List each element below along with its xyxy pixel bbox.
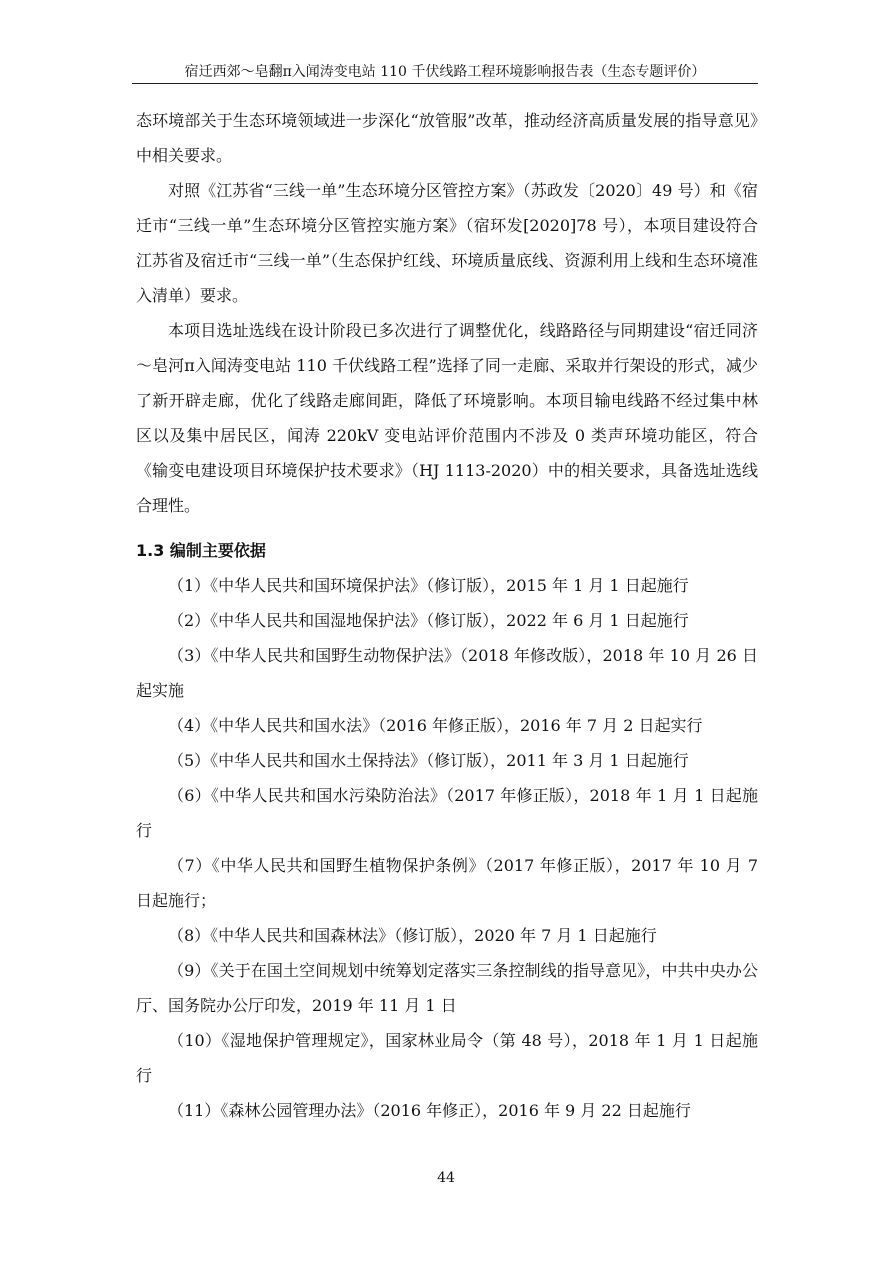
list-item: （11）《森林公园管理办法》（2016 年修正），2016 年 9 月 22 日起施行 [168,1101,691,1120]
section-heading: 1.3 编制主要依据 [136,541,266,560]
list-item: （3）《中华人民共和国野生动物保护法》（2018 年修改版），2018 年 10 月 26 日起实施 [136,646,758,700]
list-item: （5）《中华人民共和国水土保持法》（修订版），2011 年 3 月 1 日起施行 [168,751,689,770]
list-item: （4）《中华人民共和国水法》（2016 年修正版），2016 年 7 月 2 日起实行 [168,716,703,735]
paragraph-route-selection: 本项目选址选线在设计阶段已多次进行了调整优化，线路路径与同期建设“宿迁同济～皂河π入闻涛变电站 110 千伏线路工程”选择了同一走廊、采取并行架设的形式，减少了新开辟走廊，优化了线路走廊间距，降低了环境影响。本项目输电线路不经过集中林区以及集中居民区，闻涛 220kV 变电站评价范围内不涉及 0 类声环境功能区，符合《输变电建设项目环境保护技术要求》（HJ 1113-2020）中的相关要求，具备选址选线合理性。 [136,321,758,515]
list-item: （7）《中华人民共和国野生植物保护条例》（2017 年修正版），2017 年 10 月 7 日起施行； [136,856,758,910]
page-number: 44 [437,1170,455,1186]
running-header: 宿迁西郊～皂翻π入闻涛变电站 110 千伏线路工程环境影响报告表（生态专题评价） [184,64,706,80]
list-item: （9）《关于在国土空间规划中统筹划定落实三条控制线的指导意见》，中共中央办公厅、国务院办公厅印发，2019 年 11 月 1 日 [136,961,758,1015]
list-item: （10）《湿地保护管理规定》，国家林业局令（第 48 号），2018 年 1 月 1 日起施行 [136,1031,758,1085]
paragraph-three-lines-one-list: 对照《江苏省“三线一单”生态环境分区管控方案》（苏政发〔2020〕49 号）和《宿迁市“三线一单”生态环境分区管控实施方案》（宿环发[2020]78 号），本项目建设符合江苏省及宿迁市“三线一单”（生态保护红线、环境质量底线、资源利用上线和生态环境准入清单）要求。 [136,181,758,305]
header-divider [132,83,758,84]
list-item: （6）《中华人民共和国水污染防治法》（2017 年修正版），2018 年 1 月 1 日起施行 [136,786,758,840]
page-body [136,103,758,1128]
paragraph-continuation: 态环境部关于生态环境领域进一步深化“放管服”改革，推动经济高质量发展的指导意见》中相关要求。 [136,111,758,165]
list-item: （2）《中华人民共和国湿地保护法》（修订版），2022 年 6 月 1 日起施行 [168,611,689,630]
list-item: （1）《中华人民共和国环境保护法》（修订版），2015 年 1 月 1 日起施行 [168,576,689,595]
list-item: （8）《中华人民共和国森林法》（修订版），2020 年 7 月 1 日起施行 [168,926,657,945]
